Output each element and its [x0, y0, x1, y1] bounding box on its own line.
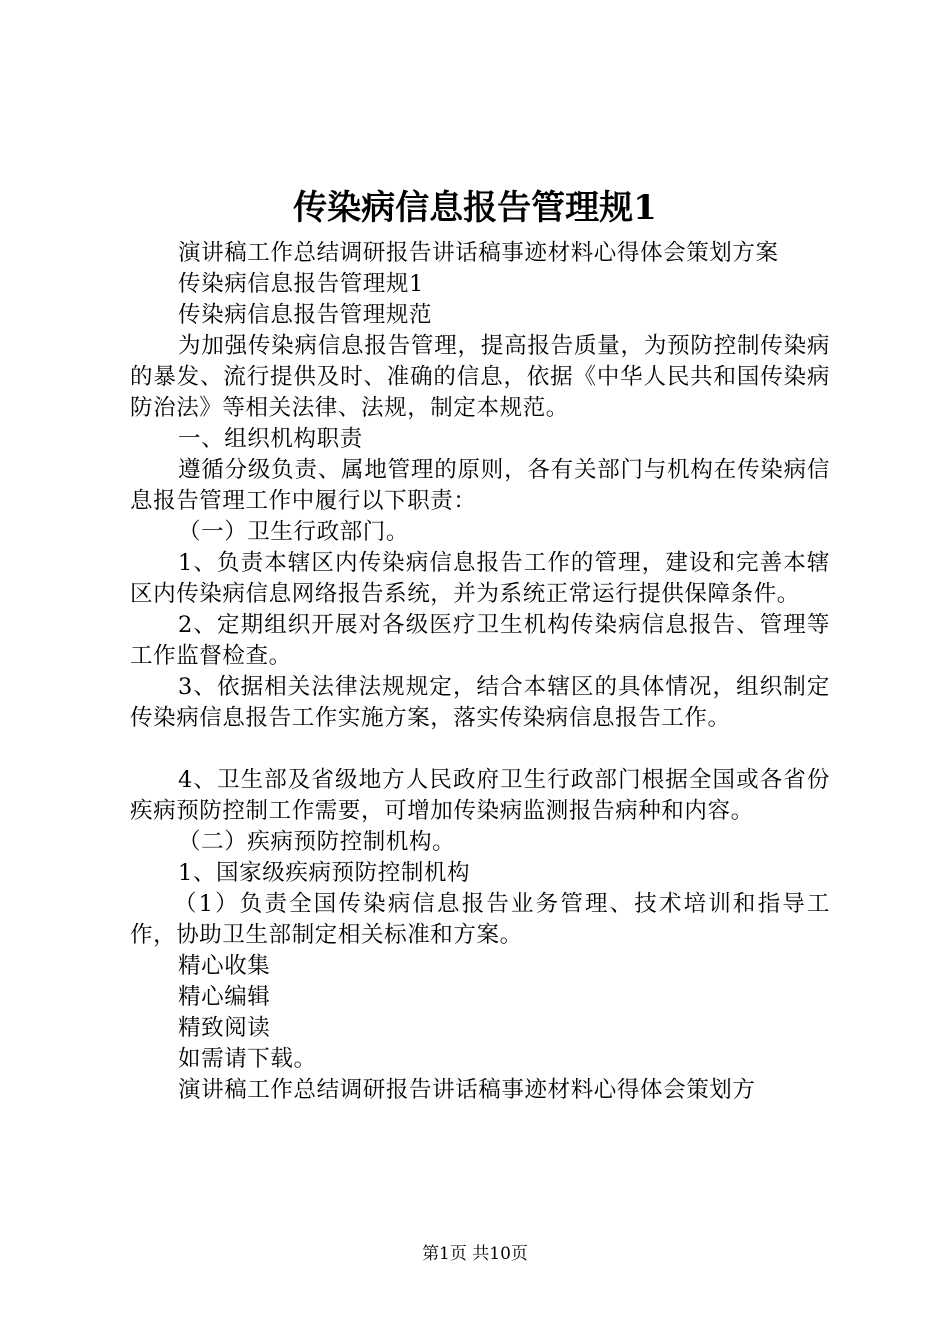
paragraph: 如需请下载。: [178, 1046, 317, 1072]
paragraph: 3、依据相关法律法规规定，结合本辖区的具体情况，组织制定传染病信息报告工作实施方案，落实传染病信息报告工作。: [130, 674, 830, 731]
paragraph: 传染病信息报告管理规范: [178, 302, 433, 328]
paragraph: 2、定期组织开展对各级医疗卫生机构传染病信息报告、管理等工作监督检查。: [130, 612, 830, 669]
document-body: [130, 238, 830, 1106]
paragraph: 精致阅读: [178, 1015, 271, 1041]
paragraph: 1、负责本辖区内传染病信息报告工作的管理，建设和完善本辖区内传染病信息网络报告系统，并为系统正常运行提供保障条件。: [130, 550, 830, 607]
paragraph: 精心编辑: [178, 984, 271, 1010]
paragraph: 演讲稿工作总结调研报告讲话稿事迹材料心得体会策划方案: [178, 240, 779, 266]
paragraph: 为加强传染病信息报告管理，提高报告质量，为预防控制传染病的暴发、流行提供及时、准确的信息，依据《中华人民共和国传染病防治法》等相关法律、法规，制定本规范。: [130, 333, 830, 421]
paragraph: 遵循分级负责、属地管理的原则，各有关部门与机构在传染病信息报告管理工作中履行以下职责：: [130, 457, 830, 514]
paragraph: 4、卫生部及省级地方人民政府卫生行政部门根据全国或各省份疾病预防控制工作需要，可增加传染病监测报告病种和内容。: [130, 767, 830, 824]
subsection-heading: （二）疾病预防控制机构。: [178, 829, 456, 855]
page-footer: 第1页 共10页: [422, 1244, 528, 1264]
subsection-heading: （一）卫生行政部门。: [178, 519, 410, 545]
paragraph: 演讲稿工作总结调研报告讲话稿事迹材料心得体会策划方: [178, 1077, 756, 1103]
section-heading: 一、组织机构职责: [178, 426, 363, 452]
paragraph: 精心收集: [178, 953, 271, 979]
paragraph: 1、国家级疾病预防控制机构: [178, 860, 471, 886]
paragraph: （1）负责全国传染病信息报告业务管理、技术培训和指导工作，协助卫生部制定相关标准和方案。: [130, 891, 830, 948]
document-title: 传染病信息报告管理规1: [293, 188, 657, 228]
paragraph: 传染病信息报告管理规1: [178, 271, 424, 297]
